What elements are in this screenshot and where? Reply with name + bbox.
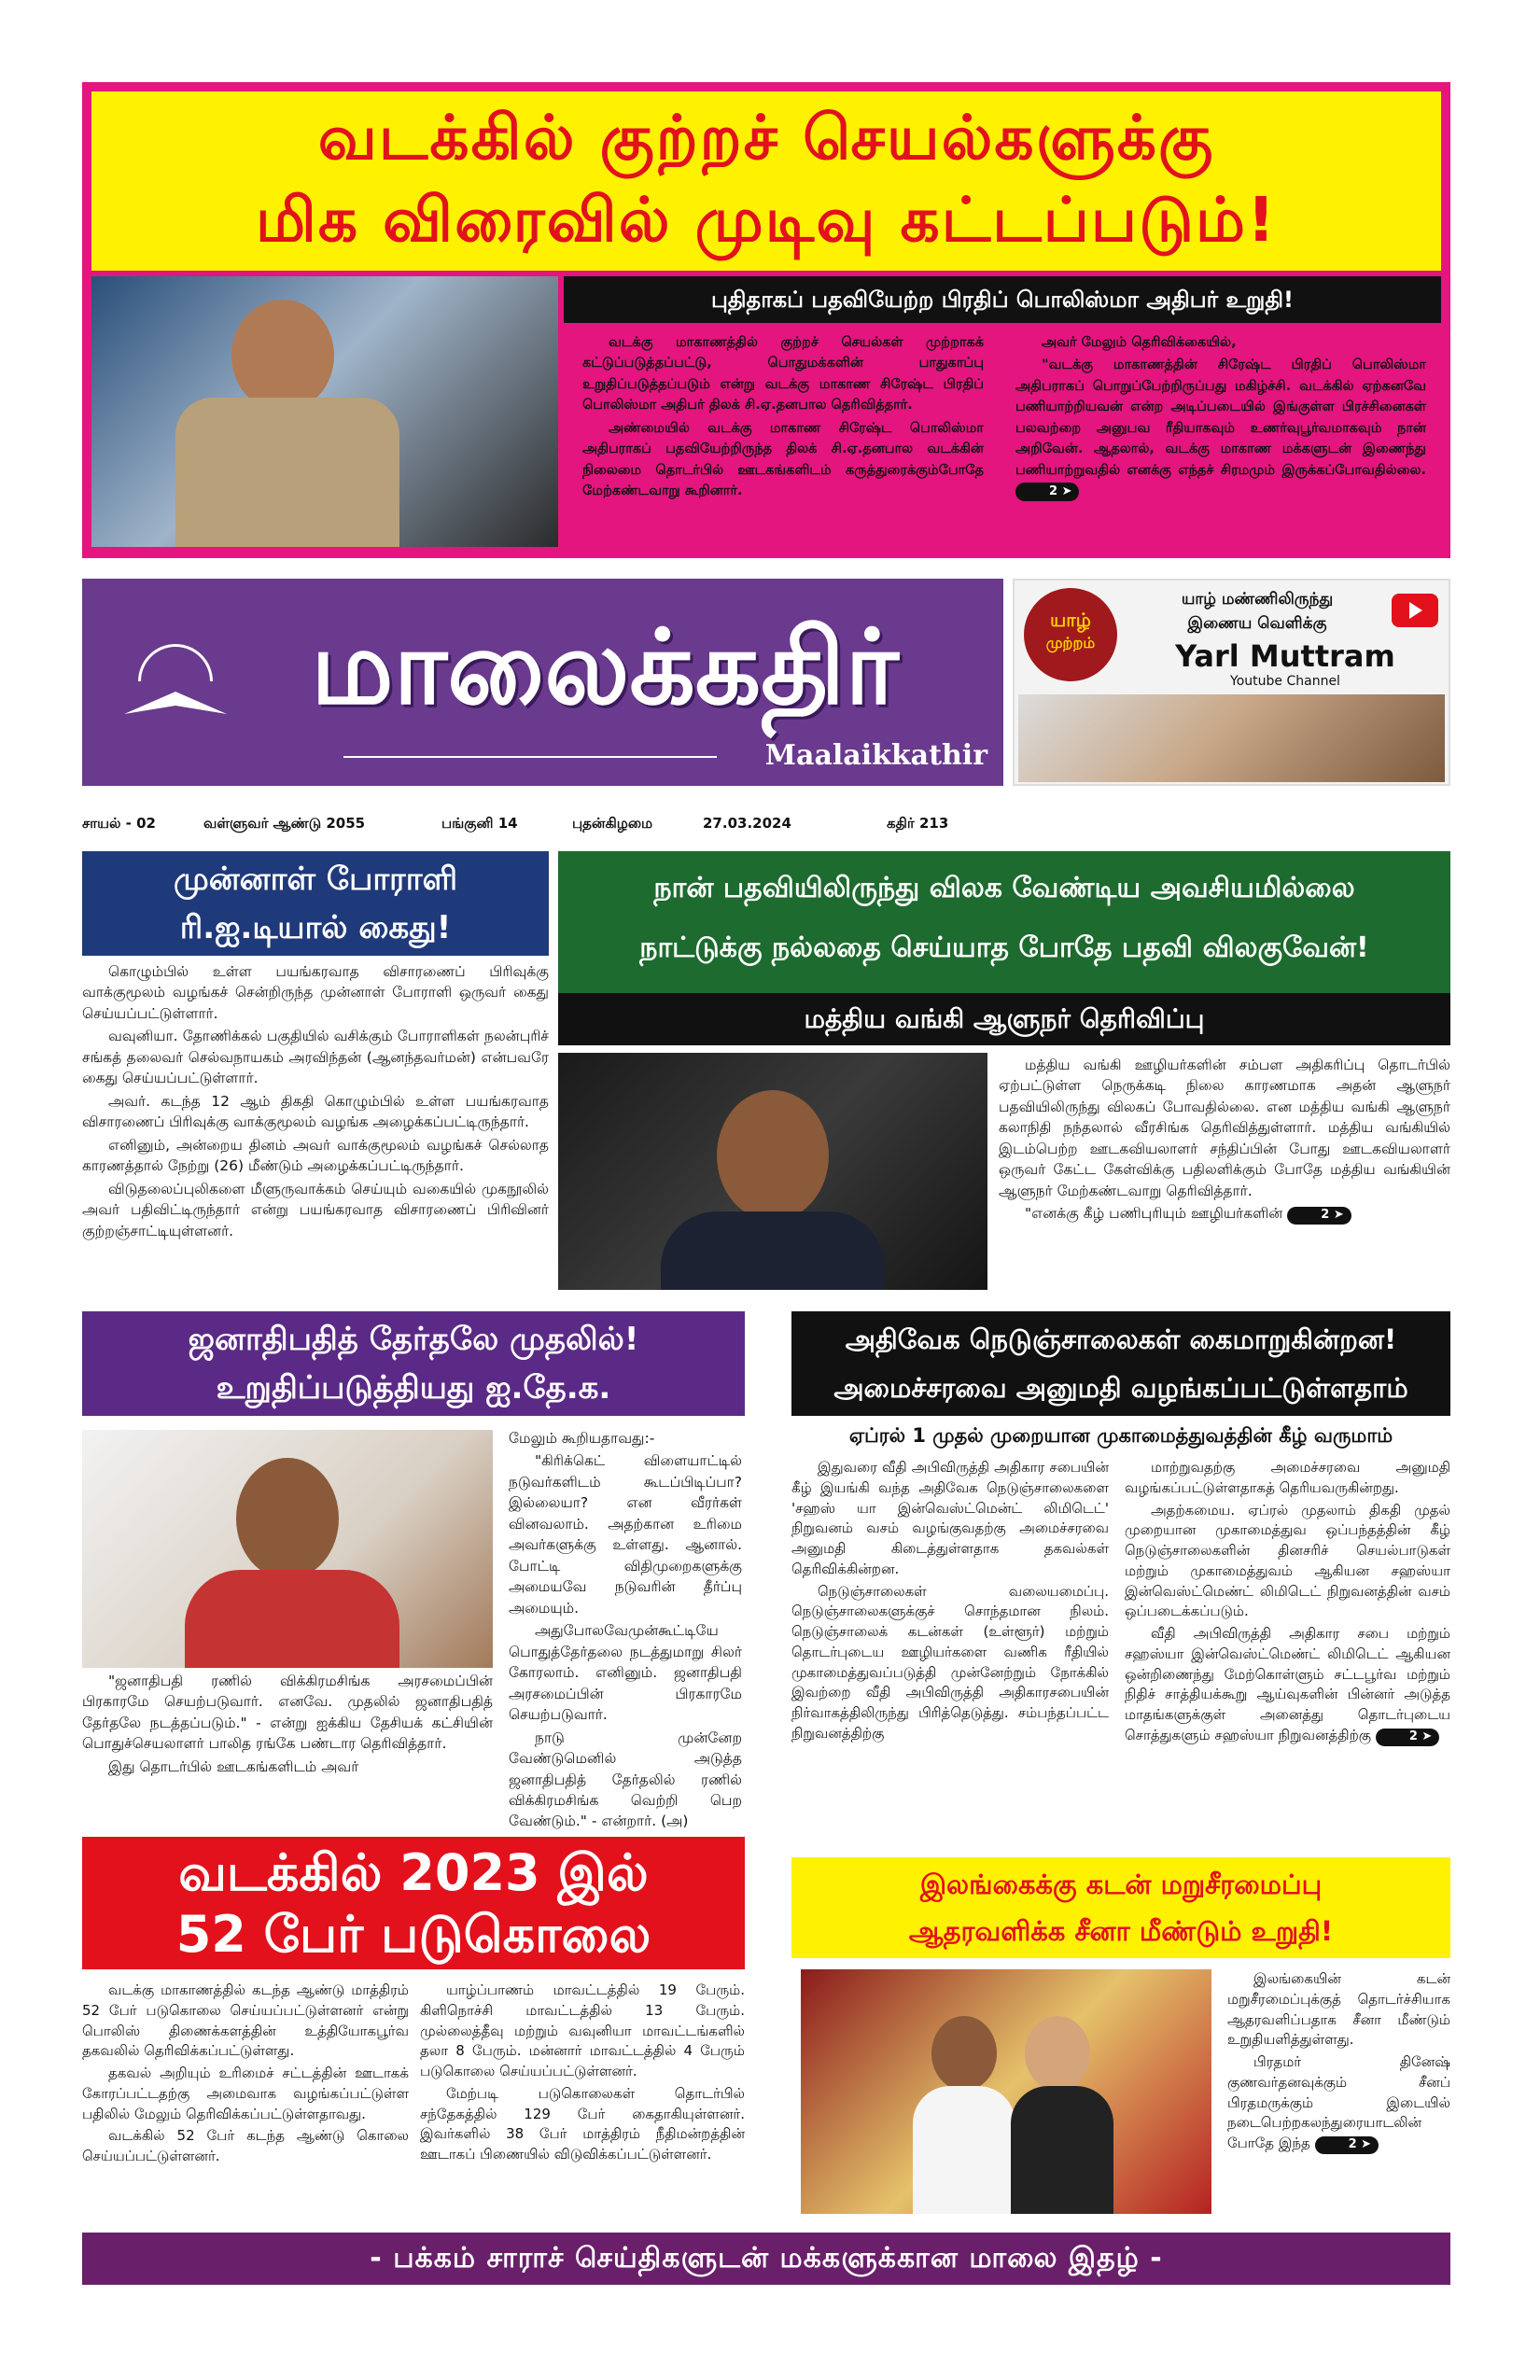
highway-subhead: ஏப்ரல் 1 முதல் முறையான முகாமைத்துவத்தின் கீழ் வருமாம் bbox=[848, 1424, 1393, 1447]
china-headline-2: ஆதரவளிக்க சீனா மீண்டும் உறுதி! bbox=[908, 1915, 1334, 1947]
china-meeting-photo bbox=[801, 1969, 1211, 2214]
cbsl-p1: மத்திய வங்கி ஊழியர்களின் சம்பள அதிகரிப்பு தொடர்பில் ஏற்பட்டுள்ள நெருக்கடி நிலை காரணமாக அதன் ஆளுநர் பதவியிலிருந்து விலகப் போவதில்லை. என மத்திய வங்கி ஆளுநர் கலாநிதி நந்தலால் வீரசிங்க தெரிவித்துள்ளார். மத்திய வங்கியில் இடம்பெற்ற ஊடகவியலாளர் சந்திப்பின் போது ஊடகவியலாளர் ஒருவர் கேட்ட கேள்விக்கு பதிலளிக்கும் போதே மத்திய வங்கியின் ஆளுநர் மேற்கண்டவாறு தெரிவித்தார். bbox=[999, 1057, 1450, 1199]
election-headline-2: உறுதிப்படுத்தியது ஐ.தே.க. bbox=[216, 1369, 611, 1407]
highway-headline-1: அதிவேக நெடுஞ்சாலைகள் கைமாறுகின்றன! bbox=[845, 1323, 1397, 1355]
ad-photo-strip bbox=[1018, 694, 1445, 782]
election-col2 bbox=[509, 1428, 742, 1834]
masthead bbox=[82, 579, 1003, 786]
highway-col2-p2: அதற்கமைய. ஏப்ரல் முதலாம் திகதி முதல் முறையான முகாமைத்துவ ஒப்பந்தத்தின் கீழ் நெடுஞ்சாலைகளின் தினசரிச் செயல்பாடுகள் மற்றும் முகாமைத்துவம் ஆகியன சஹஸ்யா இன்வெஸ்ட்மெண்ட் லிமிடெட் நிறுவனத்தின் வசம் ஒப்படைக்கப்படும். bbox=[1125, 1501, 1450, 1620]
cbsl-headline-1: நான் பதவியிலிருந்து விலக வேண்டிய அவசியமில்லை bbox=[653, 872, 1355, 904]
highway-col2 bbox=[1125, 1458, 1450, 1748]
china-body bbox=[1227, 1969, 1450, 2156]
ad-sub: Youtube Channel bbox=[1230, 674, 1340, 689]
murders-headline-box bbox=[82, 1837, 745, 1969]
highway-col1-p1: இதுவரை வீதி அபிவிருத்தி அதிகார சபையின் கீழ் இயங்கி வந்த அதிவேக நெடுஞ்சாலைகளை 'சஹஸ் யா இன்வெஸ்ட்மென்ட் லிமிடெட்' நிறுவனம் வசம் வழங்குவதற்கு அமைச்சரவை அனுமதி கிடைத்துள்ளதாக தகவல்கள் தெரிவிக்கின்றன. bbox=[791, 1459, 1109, 1577]
top-col1-p2: அண்மையில் வடக்கு மாகாண சிரேஷ்ட பொலிஸ்மா அதிபராகப் பதவியேற்றிருந்த திலக் சி.ஏ.தனபால வடக்கின் நிலைமை தொடர்பில் ஊடகங்களிடம் கருத்துரைக்கும்போதே மேற்கண்டவாறு கூறினார். bbox=[582, 420, 984, 499]
ad-brand: Yarl Muttram bbox=[1175, 638, 1395, 674]
masthead-rule bbox=[343, 756, 717, 758]
election-speaker-photo bbox=[82, 1430, 493, 1668]
arrest-p3: அவர். கடந்த 12 ஆம் திகதி கொழும்பில் உள்ள பயங்கரவாத விசாரணைப் பிரிவுக்கு வாக்குமூலம் வழங்க அழைக்கப்பட்டிருந்தார். bbox=[82, 1092, 549, 1131]
highway-headline-box bbox=[791, 1311, 1450, 1416]
election-col2-p3: அதுபோலவேமுன்கூட்டியே பொதுத்தேர்தலை நடத்துமாறு சிலர் கோரலாம். எனினும். ஜனாதிபதி அரசமைப்பின் பிரகாரமே செயற்படுவார். bbox=[509, 1622, 742, 1724]
tamil-date-label: பங்குனி 14 bbox=[441, 815, 518, 832]
highway-headline-2: அமைச்சரவை அனுமதி வழங்கப்பட்டுள்ளதாம் bbox=[833, 1372, 1408, 1404]
murders-col1-p1: வடக்கு மாகாணத்தில் கடந்த ஆண்டு மாத்திரம் 52 பேர் படுகொலை செய்யப்பட்டுள்ளனர் என்று பொலிஸ் திணைக்களத்தின் உத்தியோகபூர்வ தகவலில் தெரிவிக்கப்பட்டுள்ளது. bbox=[82, 1981, 409, 2060]
top-col2 bbox=[1015, 332, 1426, 504]
date-label: 27.03.2024 bbox=[703, 815, 791, 832]
arrest-headline-box bbox=[82, 851, 549, 956]
china-p1: இலங்கையின் கடன் மறுசீரமைப்புக்குத் தொடர்ச்சியாக ஆதரவளிப்பதாக சீனா மீண்டும் உறுதியளித்துள்ளது. bbox=[1227, 1970, 1450, 2049]
issue-label: சாயல் - 02 bbox=[82, 815, 156, 832]
masthead-english: Maalaikkathir bbox=[764, 739, 987, 772]
highway-col2-p1: மாற்றுவதற்கு அமைச்சரவை அனுமதி வழங்கப்பட்டுள்ளதாகத் தெரியவருகின்றது. bbox=[1125, 1459, 1450, 1496]
highway-col1 bbox=[791, 1458, 1109, 1746]
ad-tagline-1: யாழ் மண்ணிலிருந்து bbox=[1181, 590, 1334, 609]
election-col1 bbox=[82, 1671, 493, 1779]
arrest-p4: எனினும், அன்றைய தினம் அவர் வாக்குமூலம் வழங்கச் செல்லாத காரணத்தால் நேற்று (26) மீண்டும் அழைக்கப்பட்டிருந்தார். bbox=[82, 1136, 549, 1175]
cbsl-body bbox=[999, 1055, 1450, 1226]
masthead-title: மாலைக்கதிர் bbox=[311, 608, 899, 727]
murders-col2-p2: மேற்படி படுகொலைகள் தொடர்பில் சந்தேகத்தில் 129 பேர் கைதாகியுள்ளனர். இவர்களில் 38 பேர் மாத்திரம் நீதிமன்றத்தின் ஊடாகப் பிணையில் விடுவிக்கப்பட்டுள்ளனர். bbox=[420, 2084, 745, 2163]
dateline-bar bbox=[82, 812, 1015, 834]
top-col2-p2: "வடக்கு மாகாணத்தின் சிரேஷ்ட பிரதிப் பொலிஸ்மா அதிபராகப் பொறுப்பேற்றிருப்பது மகிழ்ச்சி. வடக்கில் ஏற்கனவே பணியாற்றியவன் என்ற அடிப்படையில் இங்குள்ள பிரச்சினைகள் பலவற்றை அனுபவ ரீதியாகவும் உணர்வுபூர்வமாகவும் நான் அறிவேன். ஆதலால், வடக்கு மாகாண மக்களுடன் இணைந்து பணியாற்றுவதில் எனக்கு எந்தச் சிரமமும் இருக்கப்போவதில்லை. 2 ➤ bbox=[1015, 355, 1426, 501]
arrest-body bbox=[82, 961, 549, 1243]
top-col1-p1: வடக்கு மாகாணத்தில் குற்றச் செயல்கள் முற்றாகக் கட்டுப்படுத்தப்பட்டு, பொதுமக்களின் பாதுகாப்பு உறுதிப்படுத்தப்படும் என்று வடக்கு மாகாண சிரேஷ்ட பிரதிப் பொலிஸ்மா அதிபர் திலக் சி.ஏ.தனபால தெரிவித்தார். bbox=[582, 335, 984, 413]
highway-col1-p2: நெடுஞ்சாலைகள் வலையமைப்பு. நெடுஞ்சாலைகளுக்குச் சொந்தமான நிலம். நெடுஞ்சாலைக் கடன்கள் (உள்ளூர்) மற்றும் தொடர்புடைய ஊழியர்களை வணிக ரீதியில் முகாமைத்துவப்படுத்தி முன்னேற்றும் நோக்கில் இவற்றை வீதி அபிவிருத்தி அதிகாரசபையின் நிர்வாகத்திலிருந்து பிரித்தெடுத்து. சம்பந்தப்பட்ட நிறுவனத்திற்கு bbox=[791, 1582, 1109, 1742]
arrest-p1: கொழும்பில் உள்ள பயங்கரவாத விசாரணைப் பிரிவுக்கு வாக்குமூலம் வழங்கச் சென்றிருந்த முன்னாள் போராளி ஒருவர் கைது செய்யப்பட்டுள்ளார். bbox=[82, 963, 549, 1022]
arrest-p2: வவுனியா. தோணிக்கல் பகுதியில் வசிக்கும் போராளிகள் நலன்புரிச் சங்கத் தலைவர் செல்வநாயகம் அரவிந்தன் (ஆனந்தவர்மன்) என்பவரே கைது செய்யப்பட்டுள்ளார். bbox=[82, 1028, 549, 1087]
murders-col2 bbox=[420, 1981, 745, 2167]
china-headline-box bbox=[791, 1857, 1450, 1958]
highway-col2-p3: வீதி அபிவிருத்தி அதிகார சபை மற்றும் சஹஸ்யா இன்வெஸ்ட்மெண்ட் லிமிடெட் ஆகியன ஒன்றிணைந்து மேற்கொள்ளும் சட்டபூர்வ மற்றும் நிதிச் சாத்தியக்கூறு ஆய்வுகளின் பின்னர் அடுத்த மாதங்களுக்குள் அனைத்து தொடர்புடைய சொத்துகளும் சஹஸ்யா நிறுவனத்திற்கு 2 ➤ bbox=[1125, 1624, 1450, 1746]
election-col1-p1: "ஜனாதிபதி ரணில் விக்கிரமசிங்க அரசமைப்பின் பிரகாரமே செயற்படுவார். எனவே. முதலில் ஜனாதிபதித் தேர்தலே நடத்தப்படும்." - என்று ஐக்கிய தேசியக் கட்சியின் பொதுச்செயலாளர் பாலித ரங்கே பண்டார தெரிவித்தார். bbox=[82, 1673, 493, 1753]
election-headline-1: ஜனாதிபதித் தேர்தலே முதலில்! bbox=[188, 1321, 639, 1358]
murders-col1 bbox=[82, 1981, 409, 2169]
election-col1-p2: இது தொடர்பில் ஊடகங்களிடம் அவர் bbox=[108, 1757, 359, 1775]
china-headline-1: இலங்கைக்கு கடன் மறுசீரமைப்பு bbox=[919, 1869, 1323, 1900]
youtube-icon bbox=[1392, 594, 1438, 627]
murders-headline-1: வடக்கில் 2023 இல் bbox=[178, 1843, 649, 1902]
continue-arrow[interactable]: 2 ➤ bbox=[1315, 2136, 1379, 2154]
cbsl-headline-2: நாட்டுக்கு நல்லதை செய்யாத போதே பதவி விலகுவேன்! bbox=[639, 931, 1369, 964]
police-officer-photo bbox=[91, 276, 558, 547]
continue-arrow[interactable]: 2 ➤ bbox=[1376, 1729, 1439, 1746]
top-headline-line1: வடக்கில் குற்றச் செயல்களுக்கு bbox=[317, 102, 1215, 174]
murders-col2-p1: யாழ்ப்பாணம் மாவட்டத்தில் 19 பேரும். கிளிநொச்சி மாவட்டத்தில் 13 பேரும். முல்லைத்தீவு மற்றும் வவுனியா மாவட்டங்களில் தலா 8 பேரும். மன்னார் மாவட்டத்தில் 4 பேரும் படுகொலை செய்யப்பட்டுள்ளனர். bbox=[420, 1981, 745, 2079]
murders-col1-p2: தகவல் அறியும் உரிமைச் சட்டத்தின் ஊடாகக் கோரப்பட்டதற்கு அமைவாக வழங்கப்பட்டுள்ள பதிலில் மேலும் தெரிவிக்கப்பட்டுள்ளதாவது. bbox=[82, 2065, 409, 2122]
footer-banner: - பக்கம் சாராச் செய்திகளுடன் மக்களுக்கான மாலை இதழ் - bbox=[82, 2233, 1450, 2285]
arrest-headline-2: ரி.ஐ.டியால் கைது! bbox=[179, 909, 452, 946]
day-label: புதன்கிழமை bbox=[572, 815, 653, 832]
sunrise-book-logo bbox=[119, 635, 231, 719]
year-label: வள்ளுவர் ஆண்டு 2055 bbox=[203, 815, 366, 832]
top-headline-line2: மிக விரைவில் முடிவு கட்டப்படும்! bbox=[255, 184, 1278, 256]
cbsl-p2: "எனக்கு கீழ் பணிபுரியும் ஊழியர்களின் 2 ➤ bbox=[999, 1203, 1450, 1225]
cbsl-governor-photo bbox=[558, 1053, 987, 1290]
top-headline-box bbox=[91, 91, 1441, 271]
china-p2: பிரதமர் தினேஷ் குணவர்தனவுக்கும் சீனப் பிரதமருக்கும் இடையில் நடைபெற்றகலந்துரையாடலின் போதே இந்த 2 ➤ bbox=[1227, 2052, 1450, 2154]
election-col2-p2: "கிரிக்கெட் விளையாட்டில் நடுவர்களிடம் கூடப்பிடிப்பா? இல்லையா? என வீரர்கள் வினவலாம். அதற்கான உரிமை அவர்களுக்கு உள்ளது. ஆனால். போட்டி விதிமுறைகளுக்கு அமையவே நடுவரின் தீர்ப்பு அமையும். bbox=[509, 1452, 742, 1617]
election-headline-box bbox=[82, 1311, 745, 1416]
yarl-muttram-ad[interactable] bbox=[1013, 579, 1450, 786]
ad-tagline-2: இணைய வெளிக்கு bbox=[1187, 614, 1327, 633]
continue-arrow[interactable]: 2 ➤ bbox=[1015, 483, 1079, 501]
issue-number-label: கதிர் 213 bbox=[887, 815, 949, 832]
top-col2-p1: அவர் மேலும் தெரிவிக்கையில், bbox=[1042, 335, 1237, 350]
top-story bbox=[82, 82, 1450, 558]
murders-headline-2: 52 பேர் படுகொலை bbox=[175, 1905, 651, 1964]
arrest-p5: விடுதலைப்புலிகளை மீளுருவாக்கம் செய்யும் வகையில் முகநூலில் அவர் பதிவிட்டிருந்தார் என்று பயங்கரவாத விசாரணைப் பிரிவினர் குற்றஞ்சாட்டியுள்ளனர். bbox=[82, 1180, 549, 1239]
continue-arrow[interactable]: 2 ➤ bbox=[1287, 1207, 1351, 1225]
cbsl-headline-box bbox=[558, 851, 1450, 993]
murders-col1-p3: வடக்கில் 52 பேர் கடந்த ஆண்டு கொலை செய்யப்பட்டுள்ளனர். bbox=[82, 2127, 409, 2164]
ad-logo-circle: யாழ் முற்றம் bbox=[1024, 588, 1117, 681]
election-col2-p1: மேலும் கூறியதாவது:- bbox=[509, 1430, 655, 1447]
cbsl-subhead: மத்திய வங்கி ஆளுநர் தெரிவிப்பு bbox=[558, 993, 1450, 1045]
arrest-headline-1: முன்னாள் போராளி bbox=[173, 861, 458, 898]
top-col1 bbox=[582, 332, 984, 504]
election-col2-p4: நாடு முன்னேற வேண்டுமெனில் அடுத்த ஜனாதிபதித் தேர்தலில் ரணில் விக்கிரமசிங்க வெற்றி பெற வேண்டும்." - என்றார். (அ) bbox=[509, 1729, 742, 1830]
top-subhead-bar: புதிதாகப் பதவியேற்ற பிரதிப் பொலிஸ்மா அதிபர் உறுதி! bbox=[564, 276, 1441, 323]
